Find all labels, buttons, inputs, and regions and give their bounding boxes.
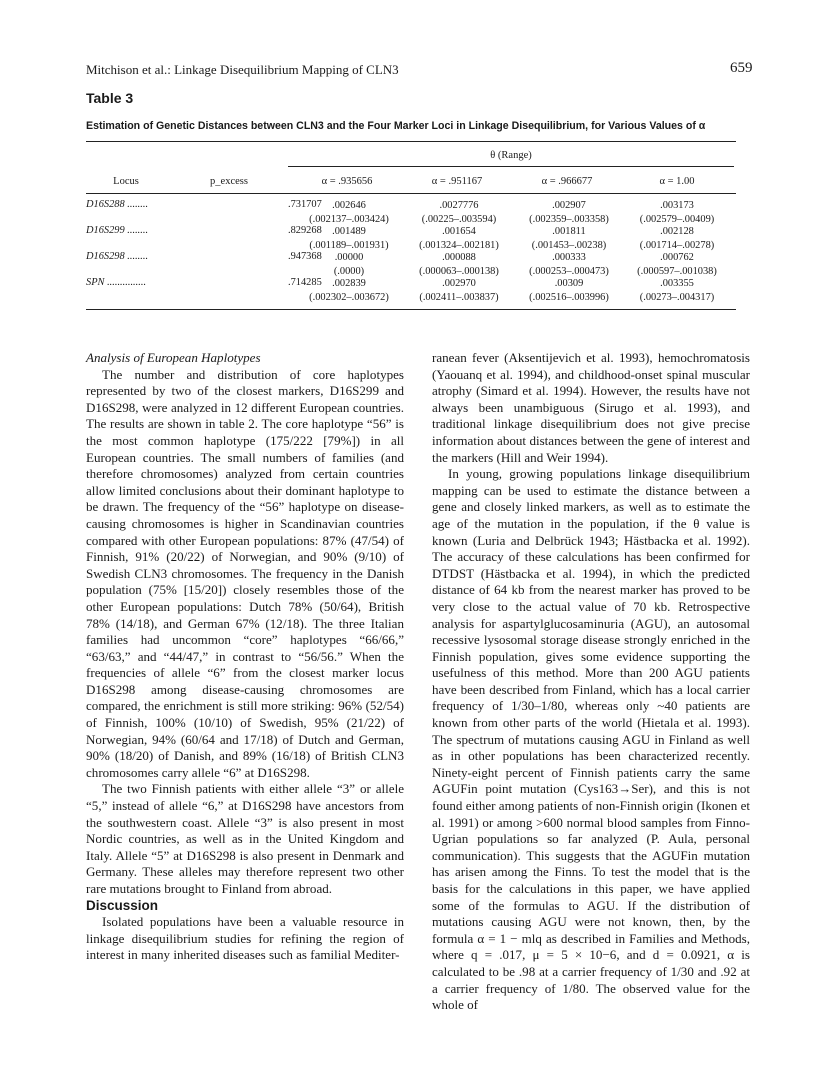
subsection-heading: Analysis of European Haplotypes xyxy=(86,350,261,365)
cell-alpha-2: .0027776 (.00225–.003594) xyxy=(421,200,497,225)
col-header-alpha-2: α = .951167 xyxy=(431,176,483,187)
cell-alpha-4: .000762 (.000597–.001038) xyxy=(637,252,717,277)
cell-pexcess: .947368 xyxy=(288,251,322,262)
table-caption: Estimation of Genetic Distances between CLN3 and the Four Marker Loci in Linkage Disequilibrium, for Various Values of α xyxy=(86,120,706,132)
cell-pexcess: .731707 xyxy=(288,199,322,210)
cell-locus: SPN ............... xyxy=(86,277,147,288)
paragraph: In young, growing populations linkage disequilibrium mapping can be used to estimate the distance between a gene and closely linked markers, as well as to estimate the age of the mutation in the population, if the θ value is known (Luria and Delbrück 1943; Hästbacka et al. 1992). The accuracy of these calculations has been confirmed for DTDST (Hästbacka et al. 1994), in which the predicted distance of 64 kb from the nearest marker has proved to be very close to the actual value of 70 kb. Retrospective analysis for aspartylglucosaminuria (AGU), an autosomal recessive lysosomal storage disease strongly enriched in the Finnish population, gives some evidence supporting the usefulness of this method. More than 200 AGU patients have been described from Finland, which has a local carrier frequency of 1/30–1/80, whereas only ~40 patients are known from other parts of the world (Hietala et al. 1993). The spectrum of mutations causing AGU in Finland as well as in other populations has been characterized recently. Ninety-eight percent of Finnish patients carry the same AGUFin point mutation (Cys163→Ser), and this is not found either among patients of non-Finnish origin (Ikonen et al. 1991) or among >600 normal blood samples from Finno-Ugrian populations so far analyzed (P. Aula, personal communication). This suggests that the AGUFin mutation has arisen among the Finns. To test the model that is the basis for the calculations in this paper, we have applied some of the formulas to AGU. If the distribution of mutations causing AGU were not known, then, by the formula α = 1 − mlq as described in Families and Methods, where q = .017, μ = 5 × 10−6, and d = 0.0921, α is calculated to be .98 at a carrier frequency of 1/30 and .92 at a carrier frequency of 1/80. The observed value for the whole of xyxy=(432,466,750,1013)
col-header-locus: Locus xyxy=(113,176,139,187)
cell-alpha-4: .002128 (.001714–.00278) xyxy=(639,226,715,251)
table-row xyxy=(86,277,736,311)
cell-pexcess: .829268 xyxy=(288,225,322,236)
cell-alpha-3: .001811 (.001453–.00238) xyxy=(531,226,607,251)
cell-alpha-3: .000333 (.000253–.000473) xyxy=(529,252,609,277)
theta-rule xyxy=(288,166,734,167)
text-column-right xyxy=(432,350,750,1014)
cell-locus: D16S298 ........ xyxy=(86,251,149,262)
table-bottom-rule xyxy=(86,309,736,310)
page-number: 659 xyxy=(730,60,753,76)
cell-alpha-1: .001489 (.001189–.001931) xyxy=(309,226,389,251)
col-header-alpha-1: α = .935656 xyxy=(321,176,373,187)
col-header-pexcess: p_excess xyxy=(210,176,248,187)
cell-alpha-1: .00000 (.0000) xyxy=(333,252,365,277)
table-header-rule xyxy=(86,193,736,194)
paragraph: ranean fever (Aksentijevich et al. 1993), hemochromatosis (Yaouanq et al. 1994), and childhood-onset spinal muscular atrophy (Simard et al. 1994). However, the results have not always been unambiguous (Sirugo et al. 1993), and traditional linkage disequilibrium does not give precise information about distances between the gene of interest and the markers (Hill and Weir 1994). xyxy=(432,350,750,465)
cell-locus: D16S288 ........ xyxy=(86,199,149,210)
theta-header: θ (Range) xyxy=(490,150,532,161)
section-heading: Discussion xyxy=(86,897,159,913)
cell-alpha-2: .001654 (.001324–.002181) xyxy=(419,226,499,251)
col-header-alpha-4: α = 1.00 xyxy=(659,176,695,187)
cell-alpha-4: .003355 (.00273–.004317) xyxy=(639,278,715,303)
table-label: Table 3 xyxy=(86,90,134,106)
cell-alpha-2: .002970 (.002411–.003837) xyxy=(419,278,499,303)
running-head: Mitchison et al.: Linkage Disequilibrium Mapping of CLN3 xyxy=(86,62,399,77)
paragraph: Isolated populations have been a valuable resource in linkage disequilibrium studies for refining the region of interest in many inherited diseases such as familial Mediter- xyxy=(86,914,404,963)
paragraph: The number and distribution of core haplotypes represented by two of the closest markers, D16S299 and D16S298, were analyzed in 12 different European countries. The results are shown in table 2. The core haplotype “56” is the most common haplotype (175/222 [79%]) in all European countries. The small numbers of families (and therefore chromosomes) analyzed from certain countries allow limited conclusions about their dominant haplotype to be drawn. The frequency of the “56” haplotype on disease-causing chromosomes is higher in Scandinavian countries compared with other European populations: 87% (47/54) of Finnish, 91% (20/22) of Norwegian, and 90% (9/10) of Swedish CLN3 chromosomes. The frequency in the Danish population (75% [15/20]) closely resembles those of the other European populations: Dutch 78% (50/64), British 78% (14/18), and German 67% (12/18). The three Italian families had uncommon “core” haplotypes “66/66,” “63/63,” and “44/47,” in contrast to “56/56.” When the frequencies of allele “6” from the closest marker locus D16S298 among disease-causing chromosomes are compared, the enrichment is still more striking: 96% (52/54) of Finnish, 100% (10/10) of Swedish, 95% (21/22) of Norwegian, 94% (60/64 and 17/18) of Dutch and German, 90% (18/20) of Danish, and 89% (16/18) of British CLN3 chromosomes carry allele “6” at D16S298. xyxy=(86,366,404,780)
cell-pexcess: .714285 xyxy=(288,277,322,288)
cell-alpha-4: .003173 (.002579–.00409) xyxy=(639,200,715,225)
text-column-left xyxy=(86,350,404,964)
cell-alpha-1: .002839 (.002302–.003672) xyxy=(309,278,389,303)
cell-alpha-3: .002907 (.002359–.003358) xyxy=(529,200,609,225)
col-header-alpha-3: α = .966677 xyxy=(541,176,593,187)
paragraph: The two Finnish patients with either allele “3” or allele “5,” instead of allele “6,” at D16S298 have ancestors from the southwestern coast. Allele “3” is also present in most Nordic countries, as well as in the United Kingdom and Italy. Allele “5” at D16S298 is also present in Denmark and Germany. These alleles may therefore represent two other rare mutations brought to Finland from abroad. xyxy=(86,781,404,896)
table-top-rule xyxy=(86,141,736,142)
cell-locus: D16S299 ........ xyxy=(86,225,149,236)
cell-alpha-2: .000088 (.000063–.000138) xyxy=(419,252,499,277)
cell-alpha-3: .00309 (.002516–.003996) xyxy=(529,278,609,303)
cell-alpha-1: .002646 (.002137–.003424) xyxy=(309,200,389,225)
